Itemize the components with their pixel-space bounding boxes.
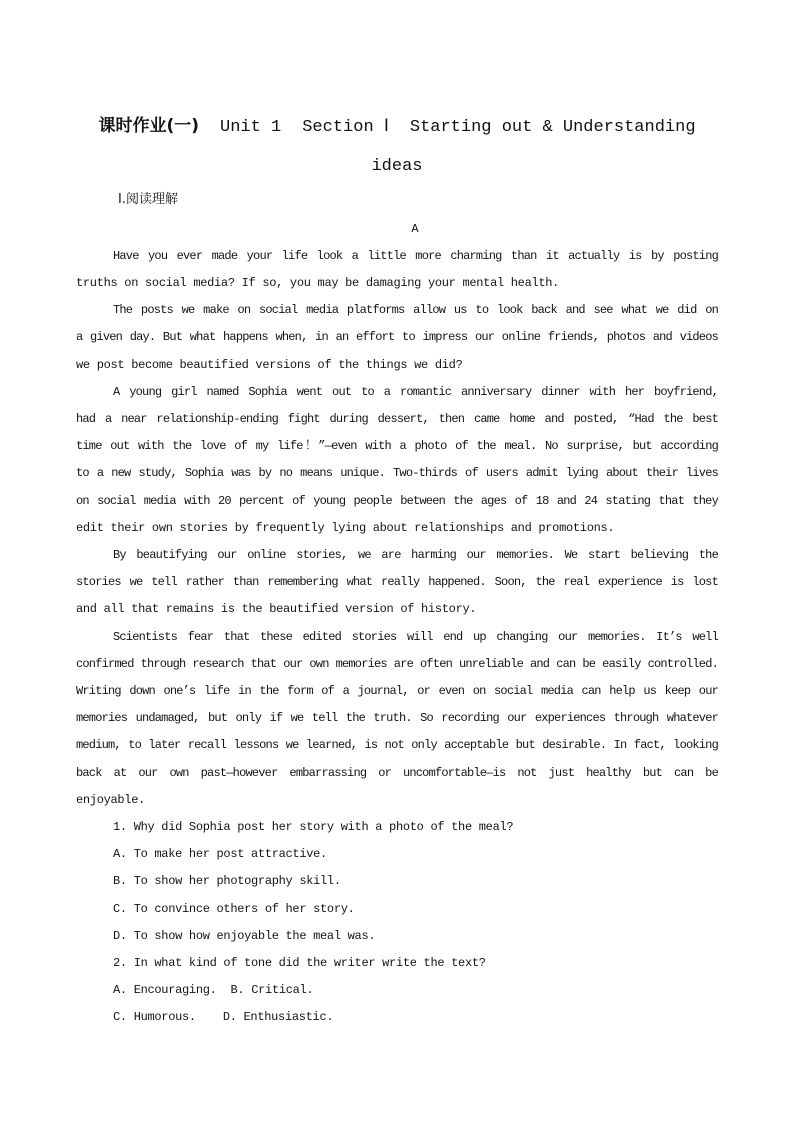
passage-paragraph-5 — [76, 624, 718, 814]
section-heading-reading: Ⅰ.阅读理解 — [118, 192, 178, 208]
question-1-option-b: B. To show her photography skill. — [113, 874, 341, 889]
text-line: we post become beautified versions of the things we did? — [76, 357, 463, 372]
text-line: The posts we make on social media platforms allow us to look back and see what we did on — [113, 303, 718, 318]
document-body — [76, 186, 718, 1031]
question-1-option-d: D. To show how enjoyable the meal was. — [113, 928, 376, 943]
title-topic-part-2: ideas — [371, 157, 423, 176]
text-line: By beautifying our online stories, we are harming our memories. We start believing the — [113, 548, 718, 563]
question-2-option-c: C. Humorous. — [113, 1010, 196, 1025]
text-line: on social media with 20 percent of young people between the ages of 18 and 24 stating that they — [76, 493, 718, 508]
title-section: Section Ⅰ — [302, 118, 389, 137]
text-line: A young girl named Sophia went out to a romantic anniversary dinner with her boyfriend, — [113, 384, 718, 399]
title-series: 课时作业(一) — [98, 116, 200, 136]
text-line: Have you ever made your life look a little more charming than it actually is by posting — [113, 248, 718, 263]
question-2-options-row-2 — [76, 1004, 718, 1031]
question-2-option-b: B. Critical. — [230, 983, 314, 998]
question-2 — [76, 950, 718, 1032]
text-line: back at our own past—however embarrassing or uncomfortable—is not just healthy but can be — [76, 765, 718, 780]
title-line-2 — [0, 147, 794, 186]
text-line: Writing down one’s life in the form of a journal, or even on social media can help us keep our — [76, 684, 718, 699]
passage-paragraph-4 — [76, 542, 718, 624]
text-line: edit their own stories by frequently lying about relationships and promotions. — [76, 520, 615, 535]
title-topic-part-1: Starting out & Understanding — [409, 118, 696, 137]
text-line: a given day. But what happens when, in an effort to impress our online friends, photos and videos — [76, 330, 718, 345]
text-line: had a near relationship-ending fight during dessert, then came home and posted, “Had the best — [76, 412, 718, 427]
text-line: confirmed through research that our own memories are often unreliable and can be easily controlled. — [76, 656, 718, 671]
passage-paragraph-2 — [76, 297, 718, 379]
passage-label: A — [411, 221, 419, 236]
text-line: to a new study, Sophia was by no means unique. Two-thirds of users admit lying about their lives — [76, 466, 718, 481]
question-2-option-d: D. Enthusiastic. — [222, 1010, 334, 1025]
question-1-option-c: C. To convince others of her story. — [113, 901, 355, 916]
question-2-option-a: A. Encouraging. — [113, 983, 217, 998]
question-2-options-row-1 — [76, 977, 718, 1004]
passage-paragraph-1 — [76, 243, 718, 297]
text-line: time out with the love of my life！”—even with a photo of the meal. No surprise, but according — [76, 439, 718, 454]
text-line: truths on social media? If so, you may be damaging your mental health. — [76, 276, 560, 290]
question-1-stem: 1. Why did Sophia post her story with a photo of the meal? — [113, 820, 514, 835]
text-line: medium, to later recall lessons we learned, is not only acceptable but desirable. In fact, looking — [76, 738, 718, 753]
text-line: and all that remains is the beautified version of history. — [76, 602, 477, 617]
title-unit: Unit 1 — [220, 118, 282, 137]
text-line: Scientists fear that these edited stories will end up changing our memories. It’s well — [113, 629, 718, 644]
text-line: memories undamaged, but only if we tell the truth. So recording our experiences through whatever — [76, 711, 718, 726]
text-line: stories we tell rather than remembering what really happened. Soon, the real experience is lost — [76, 575, 718, 590]
document-title — [0, 107, 794, 186]
question-2-stem: 2. In what kind of tone did the writer write the text? — [113, 956, 486, 971]
title-line-1 — [0, 107, 794, 147]
question-1 — [76, 814, 718, 950]
text-line: enjoyable. — [76, 792, 146, 807]
passage-paragraph-3 — [76, 379, 718, 542]
question-1-option-a: A. To make her post attractive. — [113, 847, 327, 862]
